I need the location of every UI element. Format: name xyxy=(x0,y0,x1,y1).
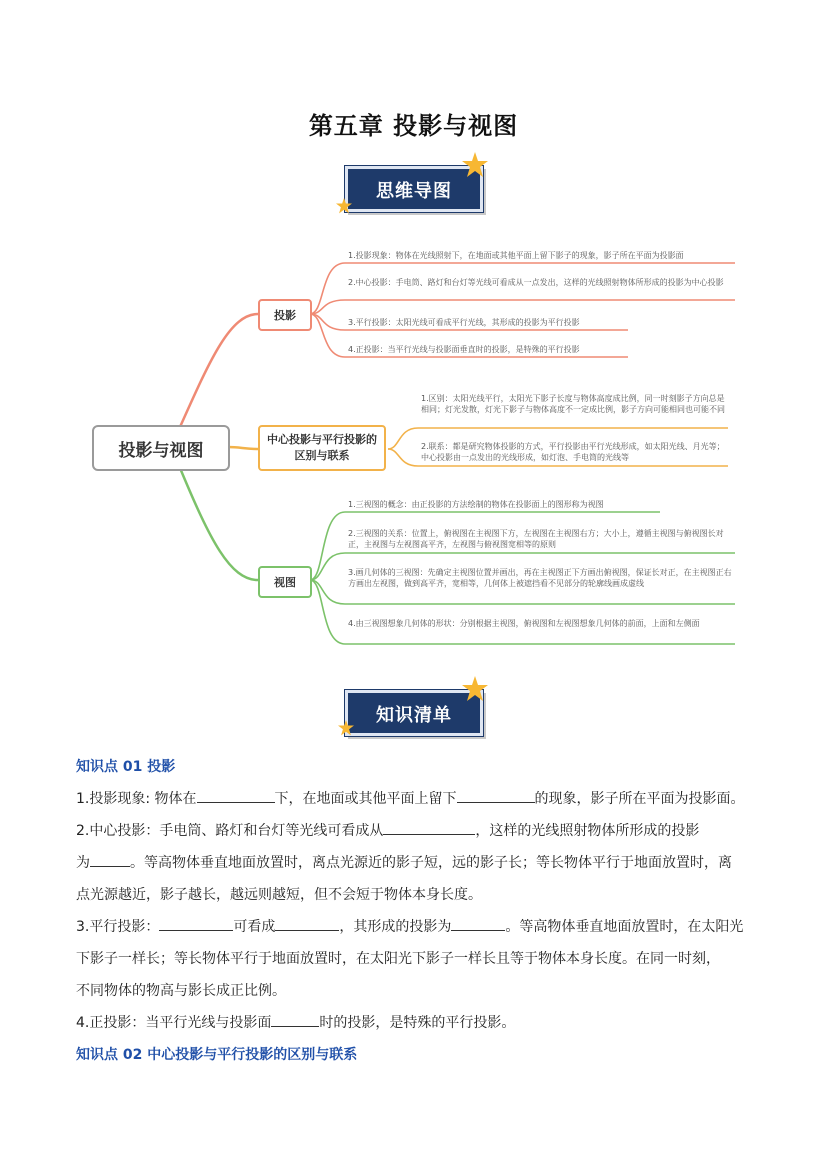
text-run: 下，在地面或其他平面上留下 xyxy=(274,791,457,807)
text-run: 。等高物体垂直地面放置时，在太阳光 xyxy=(505,919,744,935)
mindmap-leaf: 1.区别：太阳光线平行，太阳光下影子长度与物体高度成比例，同一时刻影子方向总是相同；灯光发散，灯光下影子与物体高度不一定成比例，影子方向可能相同也可能不同 xyxy=(421,394,725,414)
text-run: 3.平行投影： xyxy=(76,919,160,935)
fill-blank[interactable] xyxy=(90,850,130,867)
text-run: 时的投影，是特殊的平行投影。 xyxy=(319,1015,516,1031)
mindmap-leaf: 3.平行投影：太阳光线可看成平行光线，其形成的投影为平行投影 xyxy=(348,318,580,327)
kp1-paragraph-3 xyxy=(76,911,756,1007)
text-run: 的现象，影子所在平面为投影面。 xyxy=(534,791,745,807)
star-icon xyxy=(338,720,354,736)
text-run: 4.正投影：当平行光线与投影面 xyxy=(76,1015,272,1031)
text-run: ，其形成的投影为 xyxy=(339,919,452,935)
text-run: 下影子一样长；等长物体平行于地面放置时，在太阳光下影子一样长且等于物体本身长度。在同一时刻， xyxy=(76,951,720,967)
text-run: 。等高物体垂直地面放置时，离点光源近的影子短，远的影子长；等长物体平行于地面放置时，离 xyxy=(130,855,732,871)
fill-blank[interactable] xyxy=(197,786,275,803)
branch-node-difference: 中心投影与平行投影的区别与联系 xyxy=(258,425,386,471)
mindmap-leaf: 3.画几何体的三视图：先确定主视图位置并画出，再在主视图正下方画出俯视图，保证长对正，在主视图正右方画出左视图，做到高平齐，宽相等，几何体上被遮挡看不见部分的轮廓线画成虚线 xyxy=(348,568,732,588)
fill-blank[interactable] xyxy=(383,818,475,835)
branch-node-views: 视图 xyxy=(258,566,312,598)
mindmap-leaf: 2.三视图的关系：位置上，俯视图在主视图下方，左视图在主视图右方；大小上，遵循主视图与俯视图长对正，主视图与左视图高平齐，左视图与俯视图宽相等的原则 xyxy=(348,529,724,549)
branch-connector xyxy=(180,314,258,427)
kp1-title: 知识点 01 投影 xyxy=(76,759,176,775)
leaf-connector xyxy=(310,300,735,314)
leaf-connector xyxy=(310,263,735,314)
mindmap-leaf: 1.三视图的概念：由正投影的方法绘制的物体在投影面上的图形称为视图 xyxy=(348,500,604,509)
fill-blank[interactable] xyxy=(457,786,535,803)
mindmap-leaf: 1.投影现象：物体在光线照射下，在地面或其他平面上留下影子的现象，影子所在平面为投影面 xyxy=(348,251,684,260)
mindmap-leaf: 4.由三视图想象几何体的形状：分别根据主视图，俯视图和左视图想象几何体的前面，上面和左侧面 xyxy=(348,619,700,628)
leaf-connector xyxy=(310,580,735,644)
kp1-paragraph-1 xyxy=(76,783,756,815)
knowledge-section xyxy=(76,751,756,1071)
text-run: 不同物体的物高与影长成正比例。 xyxy=(76,983,286,999)
mindmap-leaf: 4.正投影：当平行光线与投影面垂直时的投影，是特殊的平行投影 xyxy=(348,345,580,354)
fill-blank[interactable] xyxy=(275,914,339,931)
mindmap-root: 投影与视图 xyxy=(92,425,230,471)
star-icon xyxy=(462,676,488,702)
text-run: 2.中心投影：手电筒、路灯和台灯等光线可看成从 xyxy=(76,823,384,839)
mindmap-banner-label: 思维导图 xyxy=(376,181,452,202)
mindmap-leaf: 2.中心投影：手电筒、路灯和台灯等光线可看成从一点发出，这样的光线照射物体所形成的投影为中心投影 xyxy=(348,278,724,287)
branch-connector xyxy=(228,447,258,449)
text-run: 可看成 xyxy=(233,919,276,935)
mindmap-leaf: 2.联系：都是研究物体投影的方式，平行投影由平行光线形成，如太阳光线、月光等；中心投影由一点发出的光线形成，如灯泡、手电筒的光线等 xyxy=(421,442,725,462)
branch-node-projection: 投影 xyxy=(258,299,312,331)
text-run: 1.投影现象: 物体在 xyxy=(76,791,197,807)
fill-blank[interactable] xyxy=(451,914,505,931)
checklist-banner-label: 知识清单 xyxy=(376,705,452,726)
page-title: 第五章 投影与视图 xyxy=(308,112,519,140)
branch-connector xyxy=(180,468,258,580)
kp1-paragraph-4 xyxy=(76,1007,756,1039)
fill-blank[interactable] xyxy=(159,914,233,931)
kp1-paragraph-2 xyxy=(76,815,756,911)
text-run: ，这样的光线照射物体所形成的投影 xyxy=(475,823,700,839)
kp2-title: 知识点 02 中心投影与平行投影的区别与联系 xyxy=(76,1047,358,1063)
text-run: 点光源越近，影子越长，越远则越短，但不会短于物体本身长度。 xyxy=(76,887,482,903)
fill-blank[interactable] xyxy=(271,1010,319,1027)
text-run: 为 xyxy=(76,855,90,871)
